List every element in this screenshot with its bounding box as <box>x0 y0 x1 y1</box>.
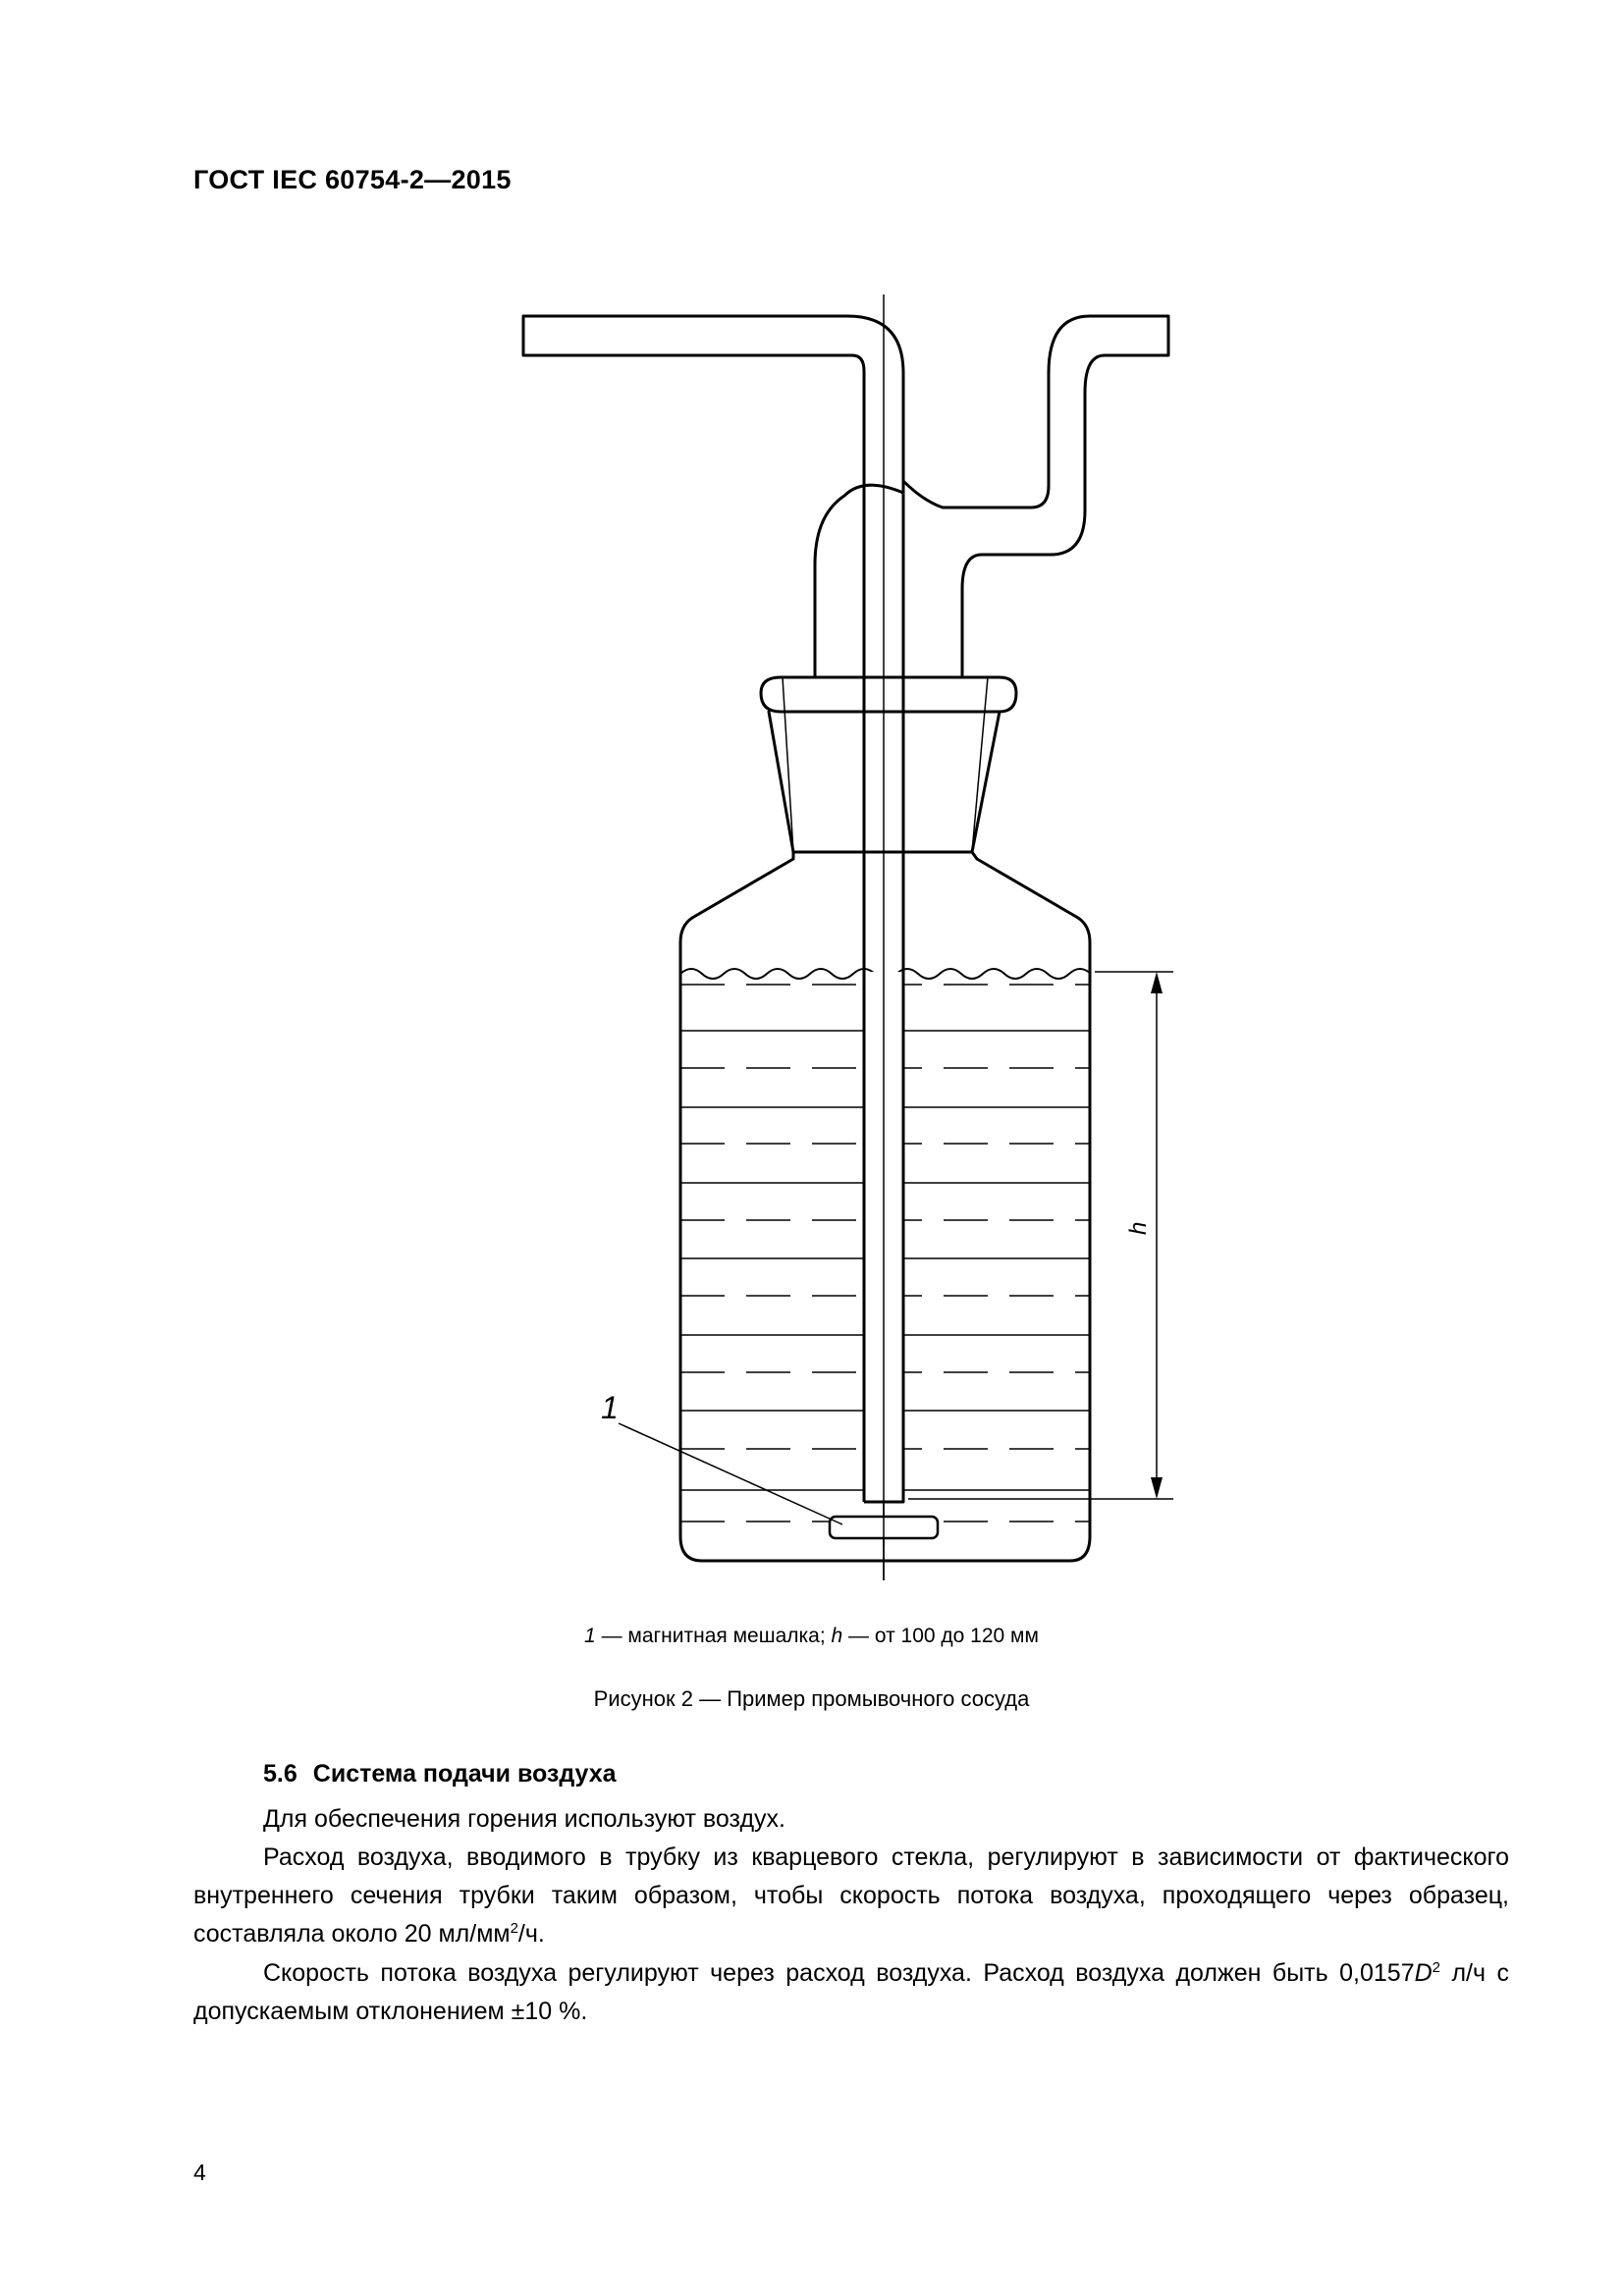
paragraph-2: Расход воздуха, вводимого в трубку из кварцевого стекла, регулируют в зависимости от фактического внутреннего сечения трубки таким образом, чтобы скорость потока воздуха, проходящего через образец, составляла около 20 $мл/мм^2/ч$. <box>193 1843 1509 1948</box>
legend-item-text: — магнитная мешалка; <box>595 1625 832 1647</box>
stopper-dome <box>815 485 903 677</box>
callout-leader <box>619 1423 842 1524</box>
page-number: 4 <box>193 2160 206 2185</box>
legend-item-num: 1 <box>584 1625 596 1647</box>
figure-legend <box>0 1625 1623 1648</box>
callout-number: 1 <box>601 1390 619 1425</box>
dimension-label: h <box>1125 1221 1152 1235</box>
paragraph-1: Для обеспечения горения используют воздух. <box>263 1805 785 1833</box>
section-title: Система подачи воздуха <box>312 1760 617 1788</box>
paragraph-3: Скорость потока воздуха регулируют через расход воздуха. Расход воздуха должен быть $0,0157D^2$ л/ч с допускаемым отклонением ±10 %. <box>193 1959 1509 2025</box>
inlet-tube <box>523 316 864 1482</box>
legend-h-symbol: h <box>831 1625 843 1647</box>
figure-caption: Рисунок 2 — Пример промывочного сосуда <box>593 1686 1030 1711</box>
outlet-tube <box>903 316 1168 677</box>
legend-h-text: — от 100 до 120 мм <box>842 1625 1039 1647</box>
stopper-head <box>761 677 1016 712</box>
document-header: ГОСТ IEC 60754-2—2015 <box>193 165 512 194</box>
section-heading <box>263 1760 617 1789</box>
section-number: 5.6 <box>263 1760 298 1788</box>
